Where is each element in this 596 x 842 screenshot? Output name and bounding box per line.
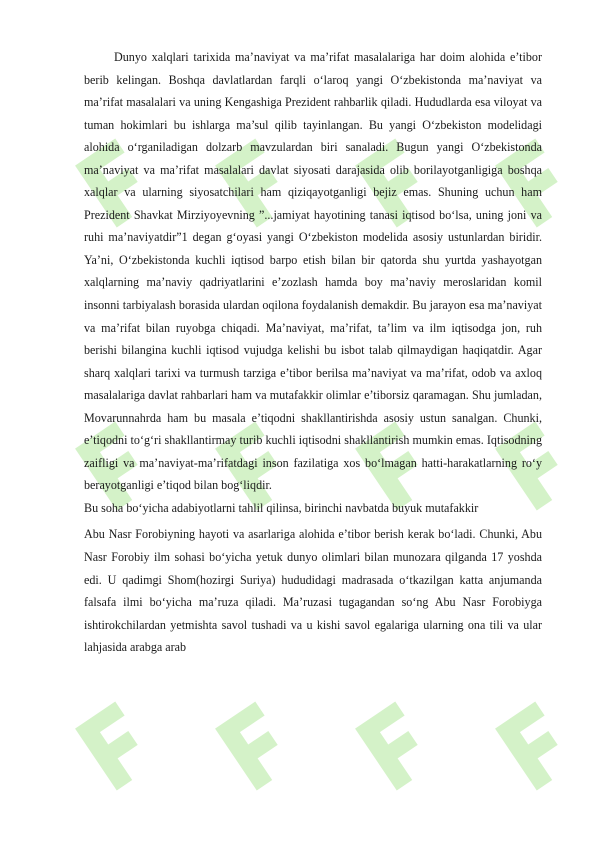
watermark-icon (70, 696, 162, 795)
body-text (84, 46, 542, 659)
watermark-icon (350, 696, 442, 795)
watermark-icon (210, 696, 302, 795)
paragraph-literature: Bu soha bo‘yicha adabiyotlarni tahlil qilinsa, birinchi navbatda buyuk mutafakkir (84, 500, 479, 515)
watermark-icon (490, 696, 582, 795)
paragraph-intro: Dunyo xalqlari tarixida ma’naviyat va ma’rifat masalalariga har doim alohida e’tibor berib kelingan. Boshqa davlatlardan farqli o‘laroq yangi O‘zbekistonda ma’naviyat va ma’rifat masalalari va uning Kengashiga Prezident rahbarlik qiladi. Hududlarda esa viloyat va tuman hokimlari bu ishlarga ma’sul qilib tayinlangan. Bu yangi O‘zbekiston modelidagi alohida o‘rganiladigan dolzarb mavzulardan biri sanaladi. Bugun yangi O‘zbekistonda ma’naviyat va ma’rifat masalalari davlat siyosati darajasida olib borilayotganligiga boshqa xalqlar va ularning siyosatchilari ham qiziqayotganligi bejiz emas. Shuning uchun ham Prezident Shavkat Mirziyoyevning ”...jamiyat hayotining tanasi iqtisod bo‘lsa, uning joni va ruhi ma’naviyatdir”1 degan g‘oyasi yangi O‘zbekiston modelida asosiy ustunlardan biridir. Ya’ni, O‘zbekistonda kuchli iqtisod barpo etish bilan bir qatorda shu yurtda yashayotgan xalqlarning ma’naviy qadriyatlarini e’zozlash hamda boy ma’naviy meroslaridan komil insonni tarbiyalash borasida ulardan oqilona foydalanish demakdir. Bu jarayon esa ma’naviyat va ma’rifat bilan ruyobga chiqadi. Ma’naviyat, ma’rifat, ta’lim va ilm iqtisodga jon, ruh berishi bilangina kuchli iqtisod vujudga kelishi bu isbot talab qilmaydigan haqiqatdir. Agar sharq xalqlari tarixi va turmush tarziga e’tibor berilsa ma’naviyat va ma’rifat, odob va axloq masalalariga davlat rahbarlari ham va mutafakkir olimlar e’tiborsiz qaramagan. Shu jumladan, Movarunnahrda ham bu masala e’tiqodni shakllantirishda asosiy ustun sanalgan. Chunki, e’tiqodni to‘g‘ri shakllantirmay turib kuchli iqtisodni shakllantirish mumkin emas. Iqtisodning zaifligi va ma’naviyat-ma’rifatdagi inson fazilatiga xos bo‘lmagan hatti-harakatlarning ro‘y berayotganligi e’tiqod bilan bog‘liqdir. (84, 50, 542, 493)
paragraph-forobiy: Abu Nasr Forobiyning hayoti va asarlariga alohida e’tibor berish kerak bo‘ladi. Chunki, Abu Nasr Forobiy ilm sohasi bo‘yicha yetuk dunyo olimlari bilan munozara qilganda 17 yoshda edi. U qadimgi Shom(hozirgi Suriya) hududidagi madrasada o‘tkazilgan katta anjumanda falsafa ilmi bo‘yicha ma’ruza qiladi. Ma’ruzasi tugagandan so‘ng Abu Nasr Forobiyga ishtirokchilardan yetmishta savol tushadi va u kishi savol egalariga ularning ona tili va ular lahjasida arabga arab (84, 527, 542, 655)
